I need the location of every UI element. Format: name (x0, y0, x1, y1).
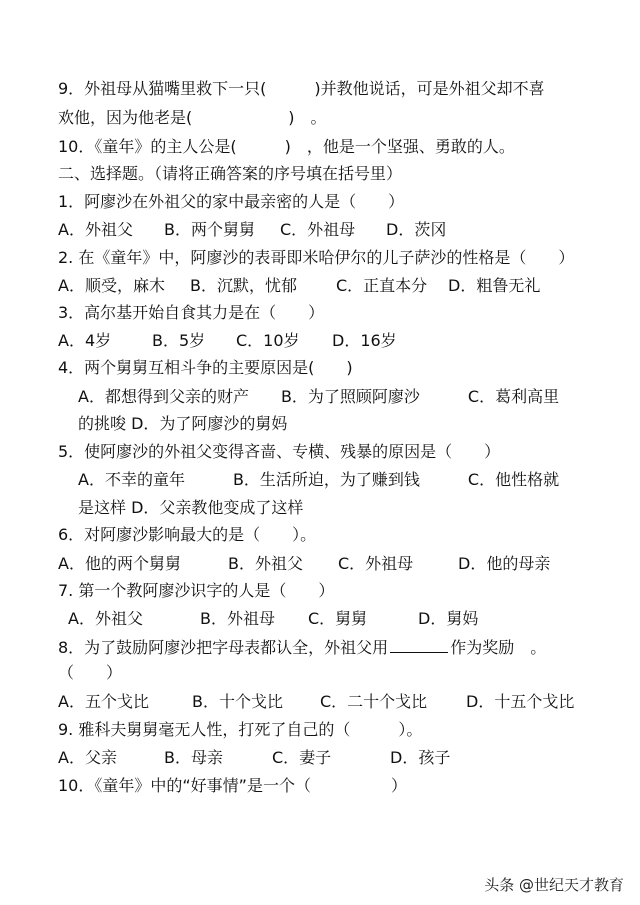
question-5-options-line1: A．不幸的童年 B．生活所迫，为了赚到钱 C．他性格就 (78, 470, 560, 489)
option-b: B．两个舅舅 (164, 220, 255, 239)
option-d: D．舅妈 (418, 609, 479, 628)
option-d: D．16岁 (332, 331, 397, 350)
option-b: B．外祖父 (228, 554, 303, 573)
option-d: D．茨冈 (386, 220, 447, 239)
question-4-options-line1: A．都想得到父亲的财产 B．为了照顾阿廖沙 C．葛利高里 (78, 387, 560, 406)
option-b: B．5岁 (152, 331, 206, 350)
fill-q9-line2: 欢他，因为他老是( ) 。 (58, 108, 327, 127)
option-c: C．二十个戈比 (320, 692, 428, 711)
option-a: A．他的两个舅舅 (58, 554, 181, 573)
option-b: B．外祖母 (200, 609, 275, 628)
option-c: C．妻子 (272, 748, 332, 767)
question-2-options (58, 275, 600, 297)
option-d: D．孩子 (390, 748, 451, 767)
option-c: C．正直本分 (336, 276, 428, 295)
question-10-stem: 10．《童年》中的“好事情”是一个（ ） (58, 776, 407, 795)
option-a: A．五个戈比 (58, 692, 149, 711)
question-2-stem: 2. 在《童年》中，阿廖沙的表哥即米哈伊尔的儿子萨沙的性格是（ ） (58, 248, 575, 267)
option-b: B．沉默，忧郁 (190, 276, 297, 295)
fill-q9-line1: 9．外祖母从猫嘴里救下一只( )并教他说话，可是外祖父却不喜 (58, 79, 545, 98)
option-a: A．外祖父 (58, 220, 133, 239)
question-7-stem: 7. 第一个教阿廖沙识字的人是（ ） (58, 581, 335, 600)
question-8-stem-end: 作为奖励 。 (450, 638, 547, 657)
question-8-options (58, 691, 600, 713)
question-9-options (58, 747, 600, 769)
option-b: B．母亲 (164, 748, 223, 767)
question-3-stem: 3．高尔基开始自食其力是在（ ） (58, 303, 325, 322)
question-5-options-line2: 是这样 D．父亲教他变成了这样 (78, 498, 304, 517)
option-d: D．粗鲁无礼 (448, 276, 541, 295)
option-c: C．舅舅 (308, 609, 368, 628)
section-2-title: 二、选择题。（请将正确答案的序号填在括号里） (58, 164, 403, 183)
question-8-stem-start: 8．为了鼓励阿廖沙把字母表都认全，外祖父用 (58, 638, 389, 657)
option-a: A．顺受，麻木 (58, 276, 165, 295)
option-d: D．他的母亲 (458, 554, 551, 573)
question-8-paren: （ ） (58, 663, 123, 682)
fill-q10: 10．《童年》的主人公是( ) ，他是一个坚强、勇敢的人。 (58, 137, 515, 156)
question-4-options-line2: 的挑唆 D．为了阿廖沙的舅妈 (78, 414, 288, 433)
question-5-stem: 5．使阿廖沙的外祖父变得吝啬、专横、残暴的原因是（ ） (58, 442, 501, 461)
question-6-stem: 6．对阿廖沙影响最大的是（ ）。 (58, 525, 317, 544)
question-4-stem: 4．两个舅舅互相斗争的主要原因是( ) (58, 358, 353, 377)
option-c: C．10岁 (236, 331, 300, 350)
question-6-options (58, 553, 600, 575)
option-a: A．4岁 (58, 331, 112, 350)
option-a: A．外祖父 (68, 609, 143, 628)
question-7-options (68, 608, 600, 630)
option-b: B．十个戈比 (192, 692, 283, 711)
option-c: C．外祖母 (280, 220, 356, 239)
option-a: A．父亲 (58, 748, 117, 767)
question-1-options (58, 219, 600, 241)
question-8-stem (58, 636, 600, 659)
answer-blank (390, 636, 448, 653)
question-1-stem: 1．阿廖沙在外祖父的家中最亲密的人是（ ） (58, 192, 405, 211)
option-c: C．外祖母 (338, 554, 414, 573)
option-d: D．十五个戈比 (466, 692, 575, 711)
question-3-options (58, 330, 600, 352)
watermark: 头条 @世纪天才教育 (484, 876, 624, 894)
question-9-stem: 9. 雅科夫舅舅毫无人性，打死了自己的（ ）。 (58, 720, 423, 739)
